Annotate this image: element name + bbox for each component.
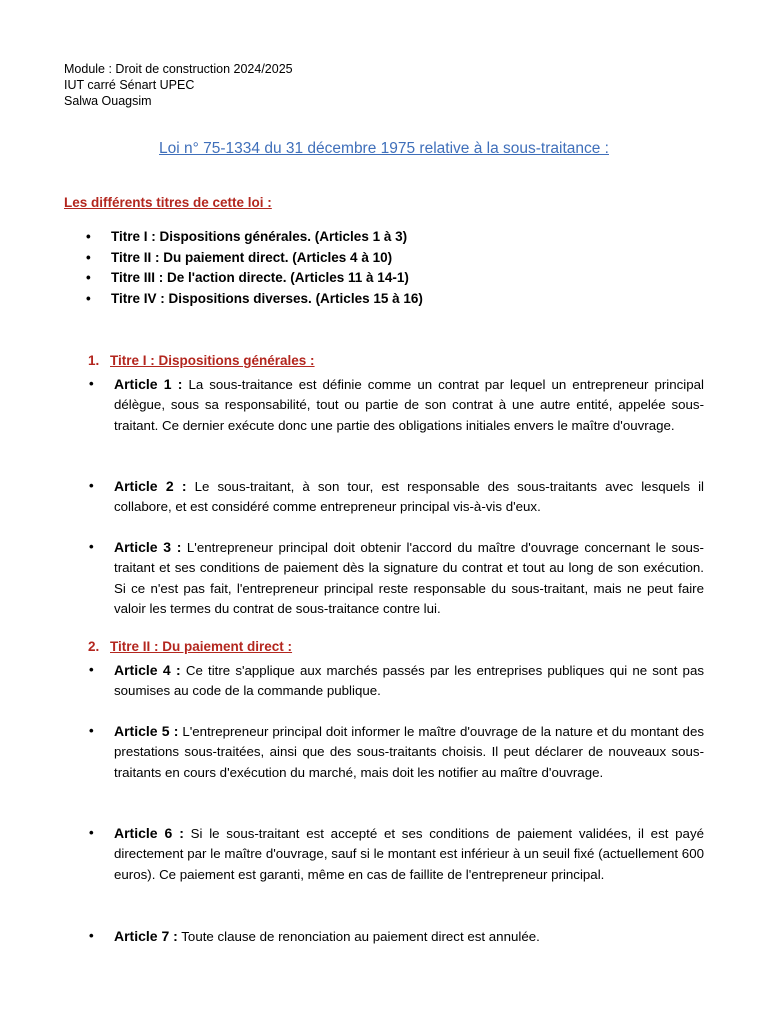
section-number: 2. <box>88 639 100 654</box>
titre-text: Titre II : Du paiement direct. (Articles 4 à 10) <box>111 249 393 265</box>
bullet-icon: • <box>89 662 94 677</box>
bullet-icon: • <box>89 539 94 554</box>
titre-text: Titre IV : Dispositions diverses. (Articles 15 à 16) <box>111 290 423 306</box>
article-7 <box>89 926 704 947</box>
header-module: Module : Droit de construction 2024/2025 <box>64 62 293 76</box>
bullet-icon: • <box>89 478 94 493</box>
bullet-icon: • <box>86 270 91 285</box>
article-text: Le sous-traitant, à son tour, est responsable des sous-traitants avec lesquels il collabore, et est considéré comme entrepreneur principal vis-à-vis d'eux. <box>114 479 704 515</box>
titres-list <box>86 227 423 309</box>
article-text: Ce titre s'applique aux marchés passés par les entreprises publiques qui ne sont pas soumises au code de la commande publique. <box>114 663 704 699</box>
article-text: La sous-traitance est définie comme un contrat par lequel un entrepreneur principal délègue, sous sa responsabilité, tout ou partie de son contrat à une autre entité, appelée sous-traitant. Ce dernier exécute donc une partie des obligations initiales envers le maître d'ouvrage. <box>114 377 704 433</box>
article-text: L'entrepreneur principal doit obtenir l'accord du maître d'ouvrage concernant le sous-traitant et ses conditions de paiement dès la signature du contrat et tout au long de son exécution. Si ce n'est pas fait, l'entrepreneur principal reste responsable du sous-traitant, mais ne peut faire valoir les termes du contrat de sous-traitance contre lui. <box>114 540 704 617</box>
titre-text: Titre III : De l'action directe. (Articles 11 à 14-1) <box>111 270 409 285</box>
section-subtitle: Les différents titres de cette loi : <box>64 195 272 210</box>
header-institution: IUT carré Sénart UPEC <box>64 78 195 92</box>
section-heading-titre-1 <box>88 353 315 368</box>
titre-text: Titre I : Dispositions générales. (Articles 1 à 3) <box>111 229 408 244</box>
document-title: Loi n° 75-1334 du 31 décembre 1975 relative à la sous-traitance : <box>159 140 609 157</box>
article-label: Article 7 : <box>114 928 178 944</box>
bullet-icon: • <box>86 249 91 265</box>
bullet-icon: • <box>89 928 94 943</box>
section-label: Titre I : Dispositions générales : <box>110 353 315 368</box>
article-3 <box>89 537 704 620</box>
bullet-icon: • <box>89 376 94 391</box>
document-header <box>64 61 293 109</box>
list-item <box>86 289 423 310</box>
bullet-icon: • <box>89 825 94 840</box>
section-number: 1. <box>88 353 100 368</box>
list-item <box>86 248 423 269</box>
article-label: Article 2 : <box>114 478 187 494</box>
header-author: Salwa Ouagsim <box>64 94 152 108</box>
section-heading-titre-2 <box>88 639 292 654</box>
article-1 <box>89 374 704 436</box>
article-label: Article 3 : <box>114 539 182 555</box>
article-label: Article 4 : <box>114 662 181 678</box>
article-text: Toute clause de renonciation au paiement direct est annulée. <box>181 929 540 944</box>
bullet-icon: • <box>86 290 91 306</box>
bullet-icon: • <box>89 723 94 738</box>
list-item <box>86 268 423 289</box>
article-4 <box>89 660 704 702</box>
article-2 <box>89 476 704 518</box>
article-label: Article 5 : <box>114 723 179 739</box>
article-text: Si le sous-traitant est accepté et ses conditions de paiement validées, il est payé directement par le maître d'ouvrage, sauf si le montant est inférieur à un seuil fixé (actuellement 600 euros). Ce paiement est garanti, même en cas de faillite de l'entrepreneur principal. <box>114 826 704 882</box>
bullet-icon: • <box>86 229 91 244</box>
article-label: Article 6 : <box>114 825 184 841</box>
section-label: Titre II : Du paiement direct : <box>110 639 293 654</box>
article-label: Article 1 : <box>114 376 183 392</box>
article-6 <box>89 823 704 885</box>
article-5 <box>89 721 704 783</box>
article-text: L'entrepreneur principal doit informer le maître d'ouvrage de la nature et du montant des prestations sous-traitées, ainsi que des sous-traitants choisis. Il peut déclarer de nouveaux sous-traitants en cours d'exécution du marché, mais doit les notifier au maître d'ouvrage. <box>114 724 704 780</box>
list-item <box>86 227 423 248</box>
